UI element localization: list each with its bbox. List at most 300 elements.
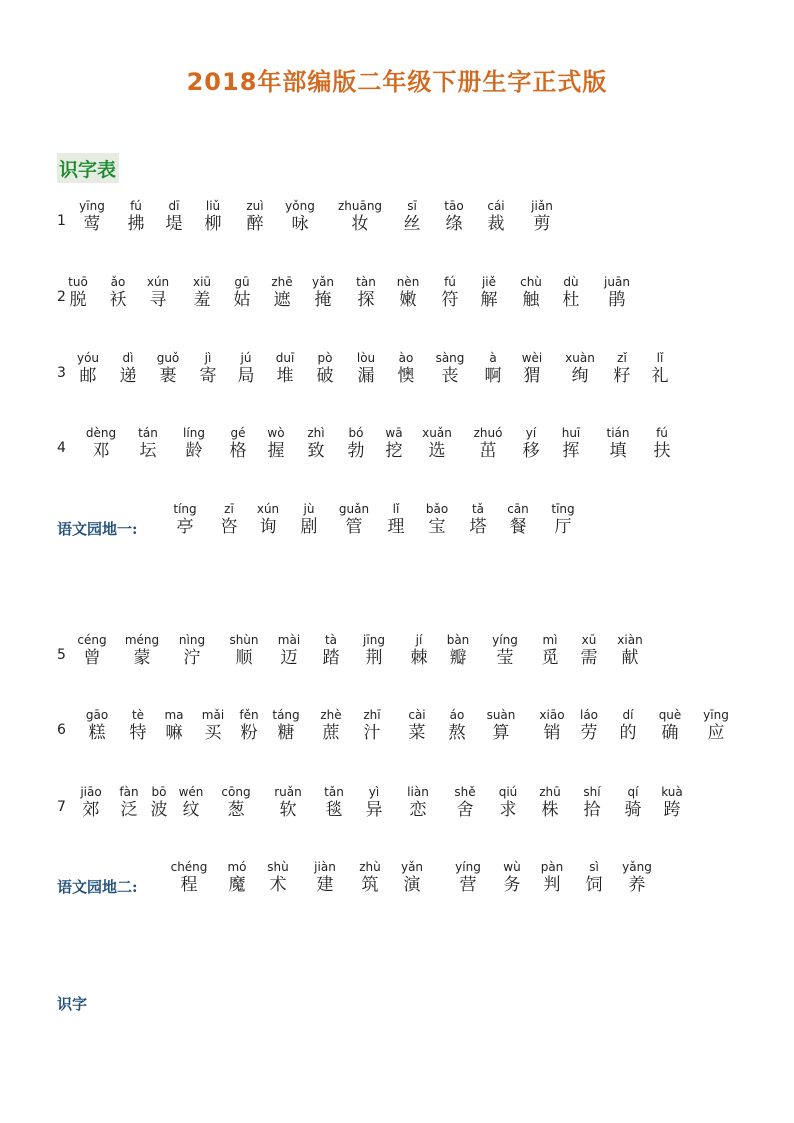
pinyin: wèi (521, 351, 543, 365)
hanzi: 筑 (361, 875, 379, 895)
pinyin: áo (449, 708, 465, 722)
char-cell (264, 786, 312, 820)
hanzi: 龄 (185, 441, 203, 461)
hanzi: 郊 (82, 800, 100, 820)
hanzi: 踏 (322, 648, 340, 668)
char-cell (342, 276, 390, 310)
char-cell (464, 427, 512, 461)
hanzi: 劳 (580, 723, 598, 743)
pinyin: jiàn (314, 860, 336, 874)
hanzi: 勃 (347, 441, 365, 461)
char-cell (604, 709, 652, 743)
char-cell (301, 861, 349, 895)
char-cell (508, 352, 556, 386)
char-cell (262, 709, 310, 743)
section-heading-shizi: 识字 (57, 995, 88, 1013)
hanzi: 建 (316, 875, 334, 895)
char-cell (350, 634, 398, 668)
hanzi: 亭 (176, 517, 194, 537)
character-row (0, 200, 794, 240)
pinyin: qí (627, 785, 639, 799)
char-cell (231, 200, 279, 234)
pinyin: zhī (363, 708, 381, 722)
hanzi: 探 (357, 290, 375, 310)
hanzi: 特 (129, 723, 147, 743)
hanzi: 求 (499, 800, 517, 820)
hanzi: 糖 (277, 723, 295, 743)
pinyin: méng (124, 633, 160, 647)
pinyin: láo (579, 708, 599, 722)
hanzi: 顺 (235, 648, 253, 668)
char-cell (388, 200, 436, 234)
row-number: 7 (57, 799, 66, 815)
pinyin: ma (164, 708, 184, 722)
pinyin: cān (507, 502, 529, 516)
hanzi: 脱 (69, 290, 87, 310)
pinyin: mǎi (201, 708, 225, 722)
pinyin: liàn (407, 785, 429, 799)
hanzi: 遮 (273, 290, 291, 310)
hanzi: 术 (269, 875, 287, 895)
hanzi: 应 (707, 723, 725, 743)
char-cell (441, 786, 489, 820)
pinyin: líng (183, 426, 205, 440)
character-row (0, 786, 794, 826)
pinyin: à (489, 351, 497, 365)
char-cell (472, 200, 520, 234)
pinyin: tǎ (471, 502, 485, 516)
pinyin: mì (542, 633, 558, 647)
pinyin: shùn (229, 633, 259, 647)
char-cell (613, 861, 661, 895)
char-cell (434, 634, 482, 668)
hanzi: 致 (307, 441, 325, 461)
pinyin: xuàn (565, 351, 595, 365)
hanzi: 葱 (227, 800, 245, 820)
pinyin: kuà (661, 785, 683, 799)
hanzi: 养 (628, 875, 646, 895)
char-cell (547, 276, 595, 310)
pinyin: xiāo (539, 708, 565, 722)
pinyin: guǒ (156, 351, 180, 365)
char-cell (350, 786, 398, 820)
pinyin: jú (240, 351, 252, 365)
hanzi: 棘 (410, 648, 428, 668)
pinyin: tián (606, 426, 630, 440)
character-row (0, 634, 794, 674)
hanzi: 确 (661, 723, 679, 743)
hanzi: 算 (492, 723, 510, 743)
pinyin: tīng (551, 502, 575, 516)
hanzi: 舍 (456, 800, 474, 820)
pinyin: wù (503, 860, 521, 874)
pinyin: yīng (703, 708, 729, 722)
hanzi: 裁 (487, 214, 505, 234)
hanzi: 波 (150, 800, 168, 820)
pinyin: jiě (481, 275, 497, 289)
hanzi: 醉 (246, 214, 264, 234)
hanzi: 嘛 (165, 723, 183, 743)
hanzi: 啊 (484, 366, 502, 386)
hanzi: 丧 (441, 366, 459, 386)
hanzi: 献 (621, 648, 639, 668)
char-cell (346, 861, 394, 895)
pinyin: dí (622, 708, 634, 722)
character-row (0, 352, 794, 392)
pinyin: jí (415, 633, 423, 647)
hanzi: 曾 (83, 648, 101, 668)
hanzi: 杜 (562, 290, 580, 310)
pinyin: ruǎn (274, 785, 302, 799)
char-cell (189, 200, 237, 234)
char-cell (134, 276, 182, 310)
hanzi: 局 (237, 366, 255, 386)
hanzi: 猬 (523, 366, 541, 386)
hanzi: 拾 (583, 800, 601, 820)
pinyin: cài (408, 708, 426, 722)
char-cell (570, 861, 618, 895)
hanzi: 茁 (479, 441, 497, 461)
char-cell (494, 503, 542, 537)
char-cell (285, 503, 333, 537)
hanzi: 莹 (496, 648, 514, 668)
pinyin: zī (224, 502, 234, 516)
pinyin: nèn (396, 275, 420, 289)
char-cell (526, 786, 574, 820)
pinyin: jù (303, 502, 315, 516)
hanzi: 营 (459, 875, 477, 895)
char-cell (547, 427, 595, 461)
pinyin: fěn (239, 708, 259, 722)
pinyin: pò (317, 351, 333, 365)
hanzi: 熬 (448, 723, 466, 743)
hanzi: 觅 (541, 648, 559, 668)
pinyin: zhè (320, 708, 342, 722)
pinyin: céng (77, 633, 107, 647)
pinyin: zhì (307, 426, 325, 440)
char-cell (528, 861, 576, 895)
char-cell (539, 503, 587, 537)
char-cell (161, 503, 209, 537)
pinyin: xuǎn (422, 426, 452, 440)
hanzi: 粉 (240, 723, 258, 743)
row-number: 4 (57, 440, 66, 456)
char-cell (167, 786, 215, 820)
char-cell (518, 200, 566, 234)
hanzi: 需 (580, 648, 598, 668)
pinyin: fú (444, 275, 456, 289)
hanzi: 魔 (228, 875, 246, 895)
pinyin: zhuāng (337, 199, 383, 213)
pinyin: zuì (246, 199, 264, 213)
hanzi: 跨 (663, 800, 681, 820)
pinyin: yǎn (400, 860, 424, 874)
pinyin: xiū (192, 275, 212, 289)
char-cell (330, 503, 378, 537)
pinyin: chéng (170, 860, 208, 874)
char-cell (307, 634, 355, 668)
hanzi: 咨 (220, 517, 238, 537)
hanzi: 破 (316, 366, 334, 386)
pinyin: cōng (221, 785, 251, 799)
row-number: 6 (57, 722, 66, 738)
char-cell (124, 427, 172, 461)
char-cell (413, 427, 461, 461)
hanzi: 漏 (357, 366, 375, 386)
hanzi: 买 (204, 723, 222, 743)
pinyin: duī (275, 351, 295, 365)
char-cell (220, 634, 268, 668)
pinyin: tàn (356, 275, 376, 289)
hanzi: 株 (541, 800, 559, 820)
hanzi: 坛 (139, 441, 157, 461)
pinyin: xū (581, 633, 597, 647)
pinyin: gāo (85, 708, 109, 722)
hanzi: 丝 (403, 214, 421, 234)
hanzi: 蔗 (322, 723, 340, 743)
char-cell (165, 861, 213, 895)
hanzi: 泛 (120, 800, 138, 820)
hanzi: 理 (387, 517, 405, 537)
hanzi: 裹 (159, 366, 177, 386)
hanzi: 堆 (276, 366, 294, 386)
char-cell (556, 352, 604, 386)
pinyin: xún (256, 502, 280, 516)
pinyin: lòu (356, 351, 376, 365)
hanzi: 姑 (233, 290, 251, 310)
pinyin: xún (146, 275, 170, 289)
char-cell (648, 786, 696, 820)
pinyin: yí (525, 426, 537, 440)
character-row (0, 276, 794, 316)
hanzi: 懊 (397, 366, 415, 386)
hanzi: 袄 (109, 290, 127, 310)
hanzi: 绚 (571, 366, 589, 386)
pinyin: ào (398, 351, 414, 365)
page-title: 2018年部编版二年级下册生字正式版 (186, 68, 608, 96)
hanzi: 迈 (280, 648, 298, 668)
hanzi: 寻 (149, 290, 167, 310)
char-cell (606, 634, 654, 668)
hanzi: 邓 (92, 441, 110, 461)
hanzi: 掩 (314, 290, 332, 310)
hanzi: 绦 (445, 214, 463, 234)
hanzi: 骑 (624, 800, 642, 820)
pinyin: yóu (76, 351, 100, 365)
pinyin: yíng (455, 860, 481, 874)
pinyin: dī (168, 199, 180, 213)
char-cell (484, 786, 532, 820)
hanzi: 蒙 (133, 648, 151, 668)
char-cell (276, 200, 324, 234)
hanzi: 饲 (585, 875, 603, 895)
pinyin: tè (131, 708, 145, 722)
pinyin: pàn (540, 860, 564, 874)
character-row (0, 709, 794, 749)
pinyin: fú (130, 199, 142, 213)
hanzi: 纹 (182, 800, 200, 820)
pinyin: sì (589, 860, 599, 874)
pinyin: qiú (498, 785, 518, 799)
char-cell (426, 352, 474, 386)
hanzi: 嫩 (399, 290, 417, 310)
pinyin: shí (583, 785, 601, 799)
char-cell (254, 861, 302, 895)
char-cell (382, 352, 430, 386)
char-cell (646, 709, 694, 743)
char-cell (433, 709, 481, 743)
garden-row (0, 503, 794, 543)
pinyin: yǎng (622, 860, 652, 874)
garden-label: 语文园地二: (57, 878, 138, 896)
char-cell (170, 427, 218, 461)
hanzi: 移 (522, 441, 540, 461)
pinyin: fàn (119, 785, 139, 799)
hanzi: 瓣 (449, 648, 467, 668)
char-cell (593, 276, 641, 310)
pinyin: jiāo (80, 785, 102, 799)
pinyin: yíng (492, 633, 518, 647)
pinyin: bō (151, 785, 167, 799)
char-cell (444, 861, 492, 895)
pinyin: dù (563, 275, 579, 289)
pinyin: shù (267, 860, 289, 874)
pinyin: suàn (486, 708, 516, 722)
pinyin: gé (230, 426, 246, 440)
char-cell (636, 352, 684, 386)
pinyin: bàn (446, 633, 470, 647)
pinyin: ǎo (110, 275, 126, 289)
section-heading-shizibiao: 识字表 (57, 153, 119, 183)
row-number: 1 (57, 213, 66, 229)
char-cell (118, 634, 166, 668)
hanzi: 销 (543, 723, 561, 743)
char-cell (212, 786, 260, 820)
pinyin: jì (204, 351, 212, 365)
pinyin: lǐ (656, 351, 664, 365)
hanzi: 拂 (127, 214, 145, 234)
hanzi: 符 (441, 290, 459, 310)
hanzi: 鹃 (608, 290, 626, 310)
hanzi: 糕 (88, 723, 106, 743)
hanzi: 厅 (554, 517, 572, 537)
pinyin: fú (656, 426, 668, 440)
hanzi: 演 (403, 875, 421, 895)
hanzi: 荆 (365, 648, 383, 668)
hanzi: 菜 (408, 723, 426, 743)
pinyin: jiǎn (531, 199, 553, 213)
hanzi: 剧 (300, 517, 318, 537)
char-cell (384, 276, 432, 310)
pinyin: cái (487, 199, 505, 213)
char-cell (336, 200, 384, 234)
char-cell (348, 709, 396, 743)
pinyin: juān (604, 275, 630, 289)
pinyin: tán (138, 426, 158, 440)
hanzi: 塔 (469, 517, 487, 537)
pinyin: tíng (173, 502, 197, 516)
pinyin: chù (520, 275, 542, 289)
pinyin: liǔ (205, 199, 221, 213)
char-cell (481, 634, 529, 668)
pinyin: sàng (435, 351, 465, 365)
char-cell (370, 427, 418, 461)
char-cell (430, 200, 478, 234)
garden-label: 语文园地一: (57, 520, 138, 538)
char-cell (465, 276, 513, 310)
hanzi: 触 (522, 290, 540, 310)
pinyin: zhù (359, 860, 381, 874)
hanzi: 异 (365, 800, 383, 820)
pinyin: yīng (79, 199, 105, 213)
hanzi: 柳 (204, 214, 222, 234)
char-cell (594, 427, 642, 461)
hanzi: 礼 (651, 366, 669, 386)
char-cell (394, 786, 442, 820)
hanzi: 妆 (351, 214, 369, 234)
pinyin: tāo (444, 199, 464, 213)
char-cell (77, 427, 125, 461)
pinyin: huī (561, 426, 581, 440)
hanzi: 程 (180, 875, 198, 895)
pinyin: yǎn (311, 275, 335, 289)
garden-row (0, 861, 794, 901)
row-number: 5 (57, 647, 66, 663)
hanzi: 泞 (183, 648, 201, 668)
hanzi: 询 (259, 517, 277, 537)
pinyin: wò (267, 426, 285, 440)
hanzi: 管 (345, 517, 363, 537)
pinyin: mài (277, 633, 301, 647)
hanzi: 扶 (653, 441, 671, 461)
hanzi: 递 (119, 366, 137, 386)
pinyin: nìng (178, 633, 206, 647)
char-cell (388, 861, 436, 895)
pinyin: yì (368, 785, 380, 799)
pinyin: guǎn (338, 502, 370, 516)
hanzi: 填 (609, 441, 627, 461)
pinyin: táng (272, 708, 300, 722)
pinyin: xiàn (617, 633, 643, 647)
hanzi: 挥 (562, 441, 580, 461)
hanzi: 寄 (199, 366, 217, 386)
pinyin: què (658, 708, 682, 722)
pinyin: bǎo (425, 502, 449, 516)
hanzi: 的 (619, 723, 637, 743)
hanzi: 宝 (428, 517, 446, 537)
pinyin: zhū (539, 785, 561, 799)
row-number: 2 (57, 289, 66, 305)
char-cell (477, 709, 525, 743)
pinyin: wā (385, 426, 403, 440)
pinyin: dì (122, 351, 134, 365)
pinyin: mó (227, 860, 247, 874)
pinyin: yǒng (285, 199, 315, 213)
pinyin: tuō (68, 275, 88, 289)
char-cell (299, 276, 347, 310)
hanzi: 务 (503, 875, 521, 895)
pinyin: wén (178, 785, 204, 799)
pinyin: zhē (271, 275, 293, 289)
hanzi: 汁 (363, 723, 381, 743)
hanzi: 堤 (165, 214, 183, 234)
pinyin: zǐ (617, 351, 627, 365)
pinyin: sī (407, 199, 417, 213)
char-cell (168, 634, 216, 668)
pinyin: jīng (363, 633, 385, 647)
hanzi: 餐 (509, 517, 527, 537)
char-cell (68, 634, 116, 668)
